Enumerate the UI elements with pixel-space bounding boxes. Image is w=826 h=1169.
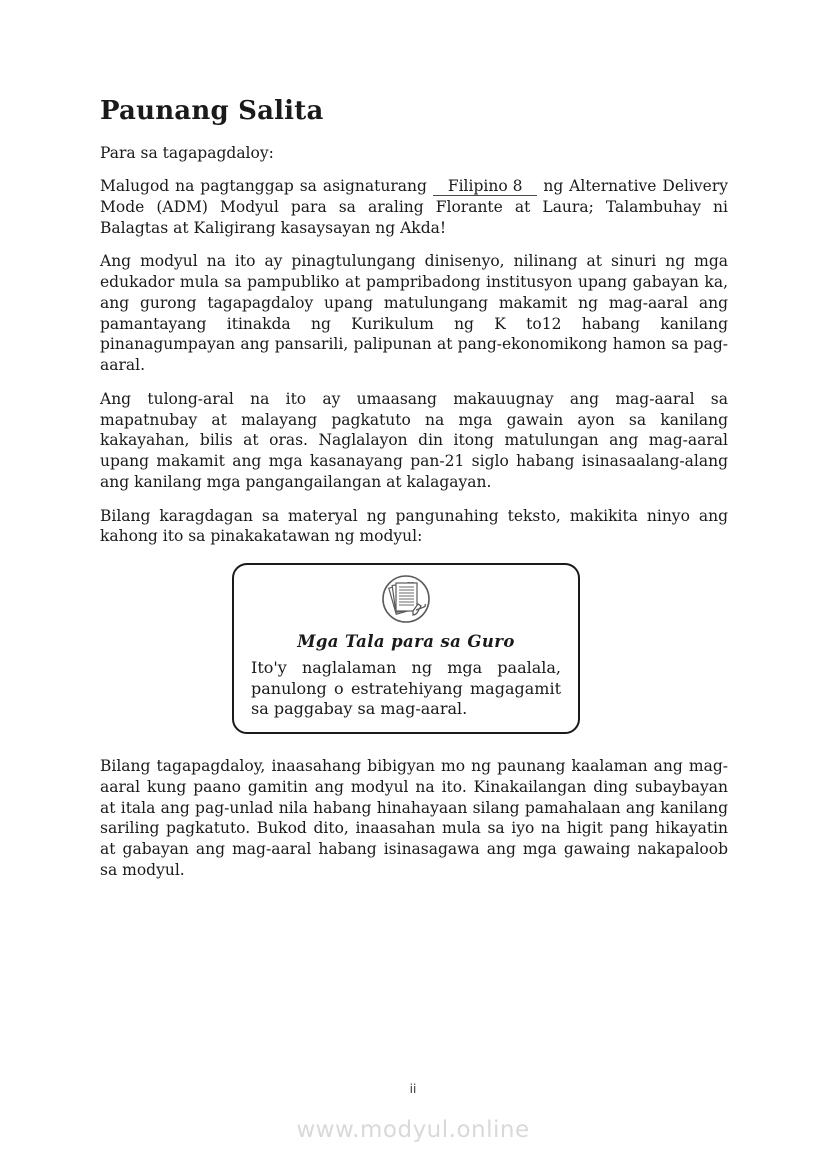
paragraph-welcome-after: ng Alternative Delivery Mode (ADM) Modyul para sa araling Florante at Laura; Talambuhay ni Balagtas at Kaligirang kasaysayan ng Akda! [100,177,728,237]
watermark-text: www.modyul.online [296,1117,530,1143]
stacked-notes-hand-icon [380,609,432,628]
page-title: Paunang Salita [100,96,324,126]
page-number: ii [409,1082,417,1096]
note-box-body: Ito'y naglalaman ng mga paalala, panulong o estratehiyang magagamit sa paggabay sa mag-aaral. [251,658,561,718]
salutation-line: Para sa tagapagdaloy: [100,144,274,162]
page-content [100,96,728,894]
paragraph-welcome-before: Malugod na pagtanggap sa asignaturang [100,177,427,195]
note-box-title: Mga Tala para sa Guro [297,632,515,652]
paragraph-box-intro: Bilang karagdagan sa materyal ng pangunahing teksto, makikita ninyo ang kahong ito sa pinakakatawan ng modyul: [100,506,728,546]
paragraph-module-design: Ang modyul na ito ay pinagtulungang dinisenyo, nilinang at sinuri ng mga edukador mula sa pampubliko at pampribadong institusyon upang gabayan ka, ang gurong tagapagdaloy upang matulungang makamit ng mag-aaral ang pamantayang itinakda ng Kurikulum ng K to12 habang kanilang pinanagumpayan ang pansarili, palipunan at pang-ekonomikong hamon sa pag-aaral. [100,252,728,375]
teacher-notes-box [232,563,580,734]
paragraph-welcome [100,176,728,238]
paragraph-facilitator-duties: Bilang tagapagdaloy, inaasahang bibigyan mo ng paunang kaalaman ang mag-aaral kung paano gamitin ang modyul na ito. Kinakailangan ding subaybayan at itala ang pag-unlad nila habang hinahayaan silang pamahalaan ang kanilang sariling pagkatuto. Bukod dito, inaasahan mula sa iyo na higit pang hikayatin at gabayan ang mag-aaral habang isinasagawa ang mga gawaing nakapaloob sa modyul. [100,757,728,880]
paragraph-learning-aid: Ang tulong-aral na ito ay umaasang makauugnay ang mag-aaral sa mapatnubay at malayang pagkatuto na mga gawain ayon sa kanilang kakayahan, bilis at oras. Naglalayon din itong matulungan ang mag-aaral upang makamit ang mga kasanayang pan-21 siglo habang isinasaalang-alang ang kanilang mga pangangailangan at kalagayan. [100,389,728,491]
note-icon-wrap [251,574,561,628]
subject-underlined-blank: Filipino 8 [433,178,538,196]
